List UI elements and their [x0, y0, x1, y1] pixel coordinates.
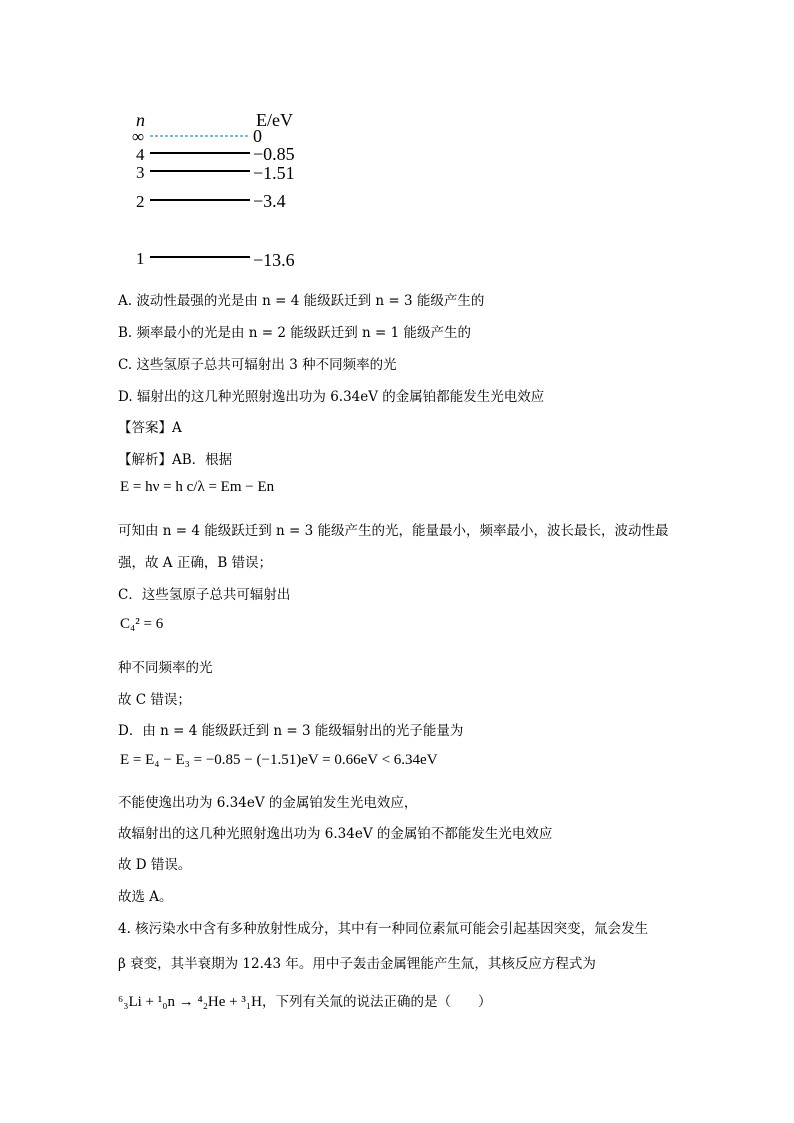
option-a: A. 波动性最强的光是由 n = 4 能级跃迁到 n = 3 能级产生的 — [118, 293, 485, 309]
level-n-4: 4 — [136, 145, 145, 164]
n-axis-label: n — [136, 110, 145, 130]
level-value-2: −3.4 — [253, 191, 286, 211]
formula-energy: E = hν = h c/λ = Em − En — [120, 479, 275, 495]
option-d: D. 辐射出的这几种光照射逸出功为 6.34eV 的金属铂都能发生光电效应 — [118, 389, 545, 405]
analysis-p7: 不能使逸出功为 6.34eV 的金属铂发生光电效应， — [118, 795, 418, 811]
level-n-1: 1 — [136, 249, 145, 268]
energy-level-diagram — [128, 108, 328, 278]
formula-combination: C₄² = 6 — [120, 616, 164, 632]
nuclear-reaction-equation: ⁶₃Li + ¹₀n → ⁴₂He + ³₁H — [118, 994, 262, 1010]
level-n-inf: ∞ — [132, 127, 145, 146]
option-b: B. 频率最小的光是由 n = 2 能级跃迁到 n = 1 能级产生的 — [118, 325, 472, 341]
formula-photon-energy: E = E₄ − E₃ = −0.85 − (−1.51)eV = 0.66eV < 6.34eV — [120, 752, 438, 768]
option-c: C. 这些氢原子总共可辐射出 3 种不同频率的光 — [118, 357, 397, 373]
level-value-inf: 0 — [253, 126, 262, 146]
analysis-p6: D．由 n = 4 能级跃迁到 n = 3 能级辐射出的光子能量为 — [118, 723, 464, 739]
analysis-p3: C．这些氢原子总共可辐射出 — [118, 587, 291, 603]
analysis-p2: 强，故 A 正确，B 错误； — [118, 555, 273, 571]
level-value-1: −13.6 — [253, 250, 295, 270]
level-n-2: 2 — [136, 192, 145, 211]
analysis-p8: 故辐射出的这几种光照射逸出功为 6.34eV 的金属铂不都能发生光电效应 — [118, 826, 553, 842]
question4-line2: β 衰变，其半衰期为 12.43 年。用中子轰击金属锂能产生氚，其核反应方程式为 — [118, 956, 596, 972]
question4-line1: 4. 核污染水中含有多种放射性成分，其中有一种同位素氚可能会引起基因突变，氚会发生 — [118, 921, 649, 937]
analysis-p5: 故 C 错误； — [118, 692, 191, 708]
level-value-3: −1.51 — [253, 163, 295, 183]
level-value-4: −0.85 — [253, 144, 295, 164]
analysis-intro: 【解析】AB．根据 — [118, 452, 233, 468]
energy-axis-label: E/eV — [256, 110, 293, 130]
level-n-3: 3 — [136, 163, 145, 182]
analysis-p10: 故选 A。 — [118, 889, 173, 905]
question4-line3 — [118, 990, 491, 1011]
analysis-p4: 种不同频率的光 — [118, 660, 213, 676]
analysis-p1: 可知由 n = 4 能级跃迁到 n = 3 能级产生的光，能量最小，频率最小，波长最长，波动性最 — [118, 523, 669, 539]
analysis-p9: 故 D 错误。 — [118, 857, 192, 873]
question4-stem-tail: ，下列有关氚的说法正确的是（ ） — [261, 994, 492, 1010]
answer: 【答案】A — [118, 420, 182, 436]
